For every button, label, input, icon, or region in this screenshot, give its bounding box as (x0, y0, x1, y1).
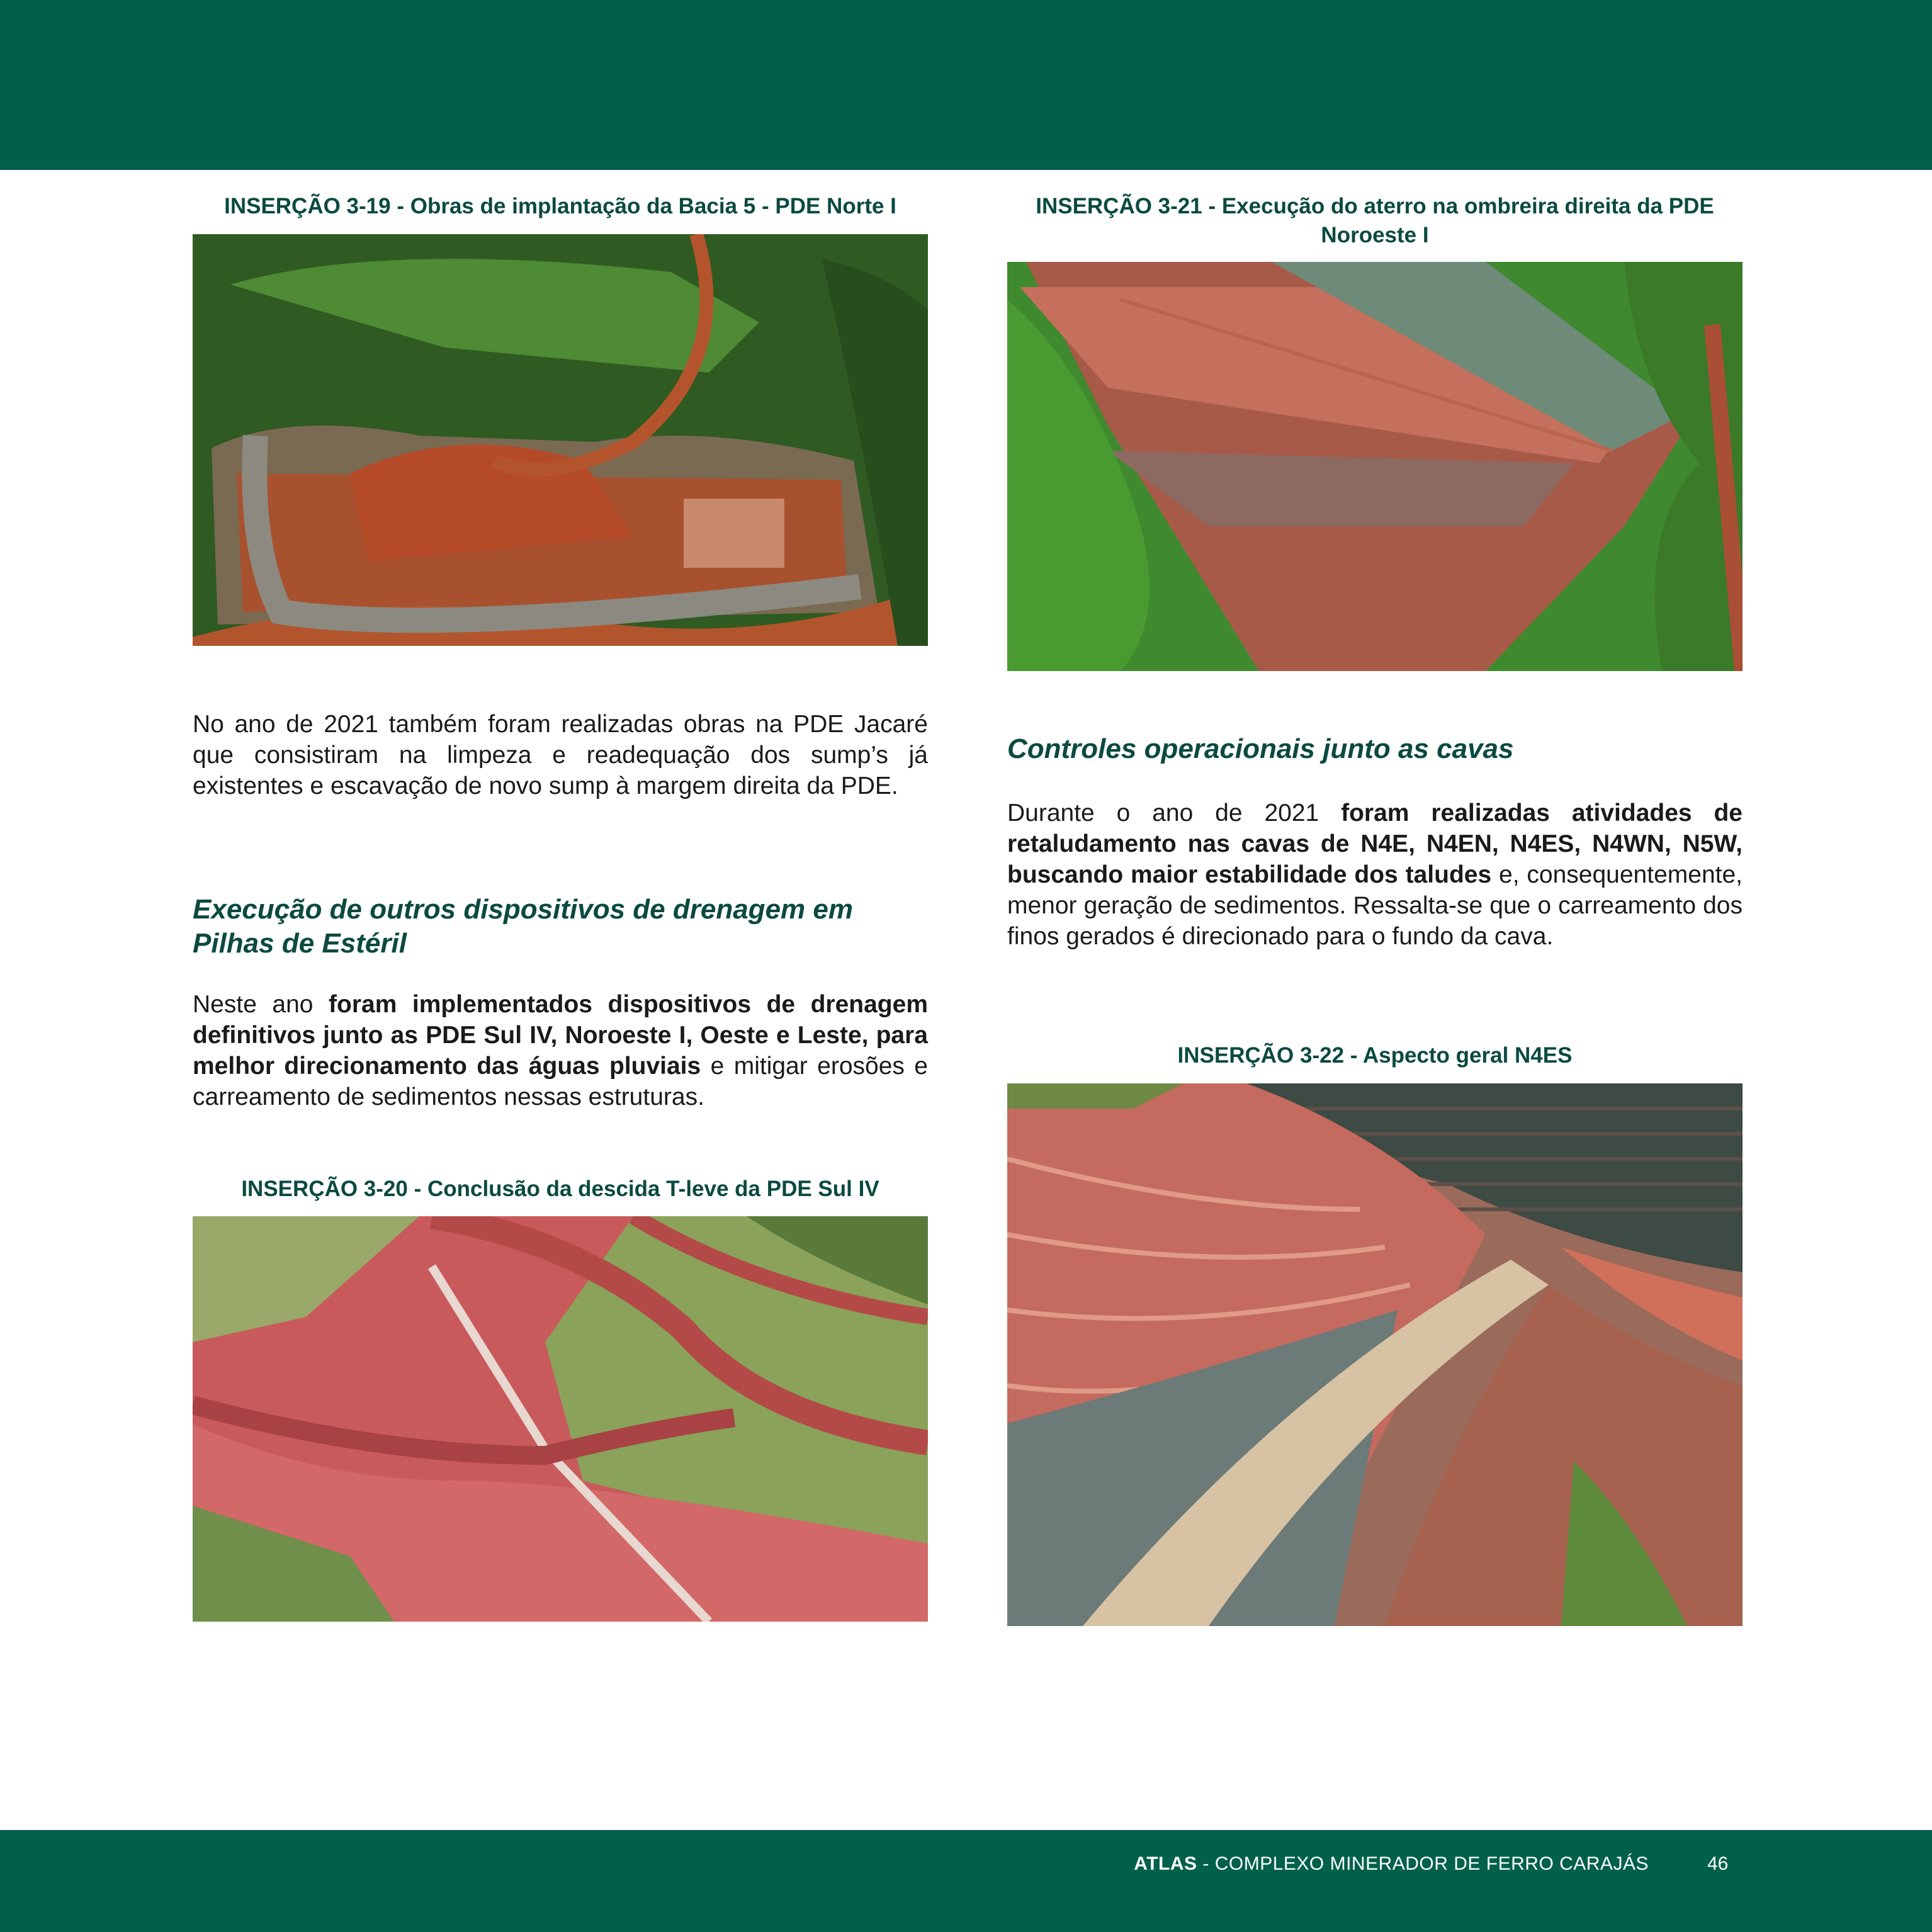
heading-controles-operacionais: Controles operacionais junto as cavas (1007, 733, 1514, 764)
photo-bacia-5-pde-norte (193, 234, 928, 646)
caption-insercao-3-22: INSERÇÃO 3-22 - Aspecto geral N4ES (1177, 1043, 1573, 1068)
caption-insercao-3-21: INSERÇÃO 3-21 - Execução do aterro na ombreira direita da PDE Noroeste I (1036, 194, 1714, 247)
header-band (0, 0, 1932, 170)
photo-aspecto-geral-n4es (1007, 1083, 1743, 1626)
paragraph-dispositivos-drenagem: Neste ano foram implementados dispositivos de drenagem definitivos junto as PDE Sul IV, Noroeste I, Oeste e Leste, para melhor direcionamento das águas pluviais e mitigar erosões e carreamento de sedimentos nessas estruturas. (193, 991, 928, 1110)
page-number: 46 (1707, 1853, 1729, 1874)
photo-descida-t-leve-pde-sul-iv (193, 1216, 928, 1622)
footer-title: ATLAS - COMPLEXO MINERADOR DE FERRO CARAJÁS (1134, 1853, 1649, 1874)
caption-insercao-3-19: INSERÇÃO 3-19 - Obras de implantação da Bacia 5 - PDE Norte I (224, 194, 896, 218)
caption-insercao-3-20: INSERÇÃO 3-20 - Conclusão da descida T-leve da PDE Sul IV (241, 1177, 879, 1201)
paragraph-pde-jacare: No ano de 2021 também foram realizadas obras na PDE Jacaré que consistiram na limpeza e readequação dos sump’s já existentes e escavação de novo sump à margem direita da PDE. (193, 711, 928, 799)
photo-aterro-ombreira-pde-noroeste (1007, 262, 1743, 671)
paragraph-retaludamento-cavas: Durante o ano de 2021 foram realizadas atividades de retaludamento nas cavas de N4E, N4EN, N4ES, N4WN, N5W, buscando maior estabilidade dos taludes e, consequentemente, menor geração de sedimentos. Ressalta-se que o carreamento dos finos gerados é direcionado para o fundo da cava. (1007, 799, 1743, 950)
heading-outros-dispositivos: Execução de outros dispositivos de drenagem em Pilhas de Estéril (193, 894, 853, 959)
footer-band (0, 1830, 1932, 1932)
